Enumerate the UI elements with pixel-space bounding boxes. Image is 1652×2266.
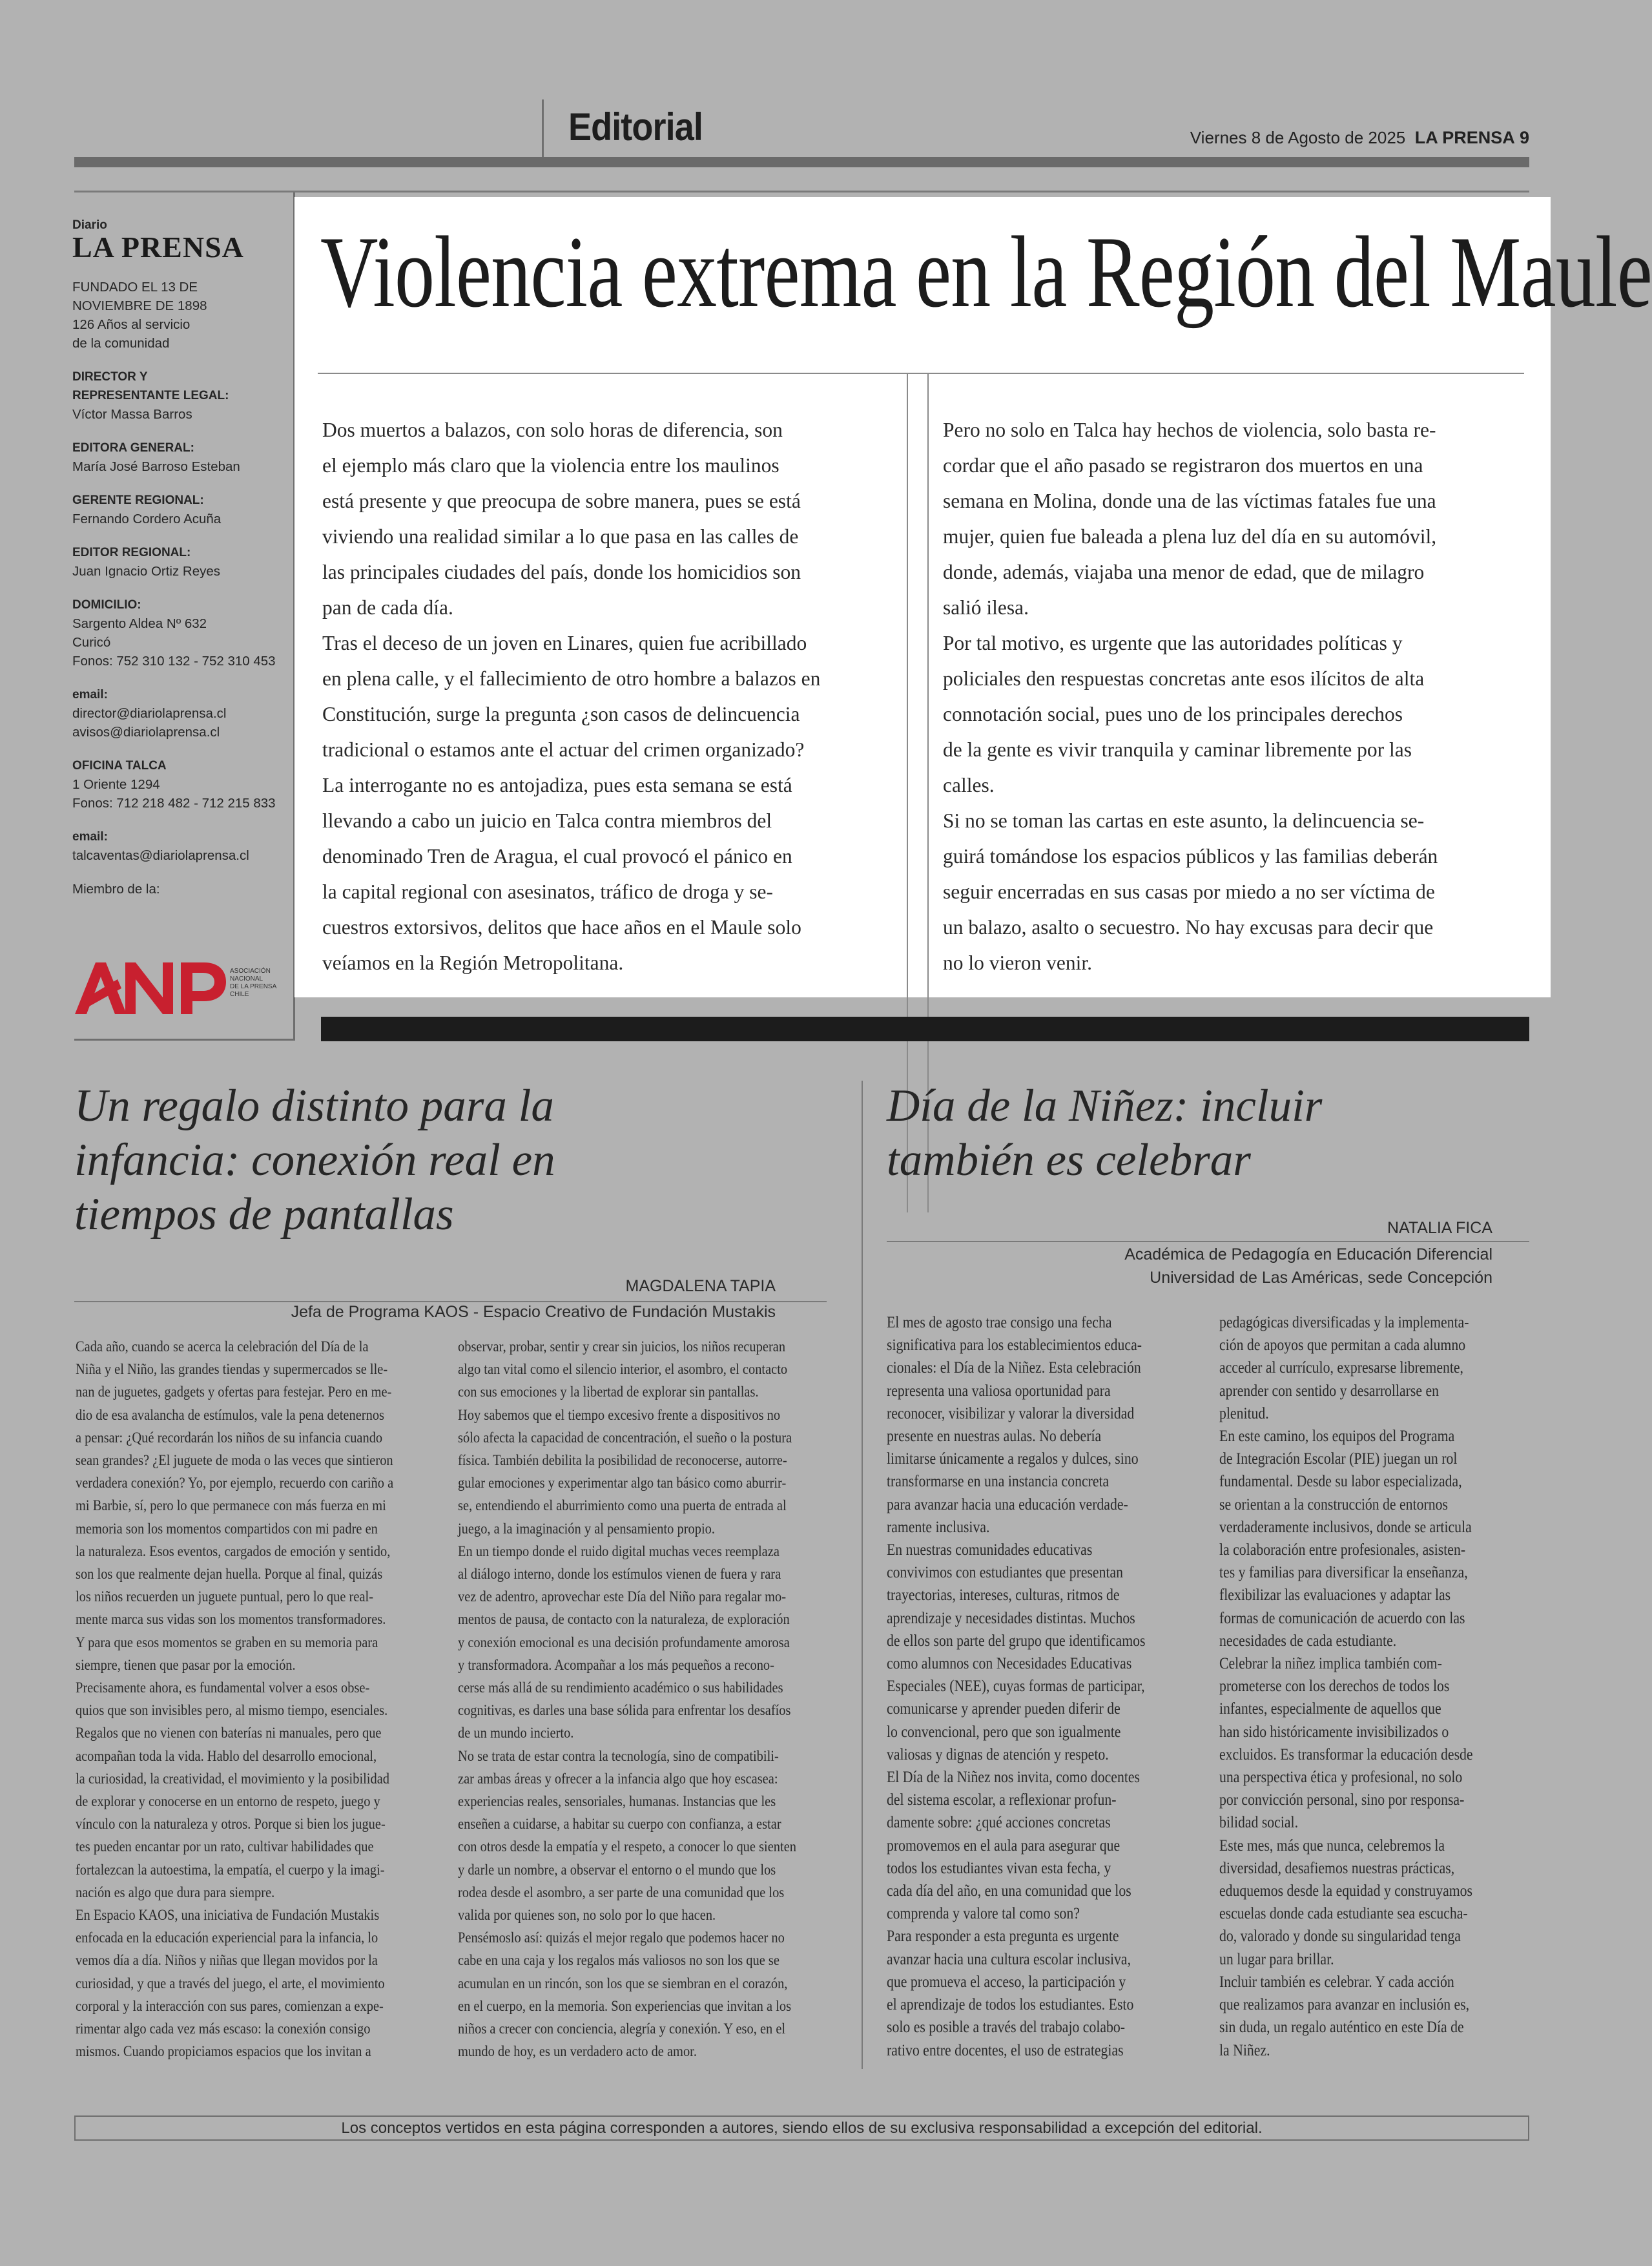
text-line: no lo vieron venir. — [943, 951, 1092, 974]
text-line: acompañan toda la vida. Hablo del desarrollo emocional, — [76, 1747, 377, 1765]
text-line: cognitivas, es darles una base sólida para enfrentar los desafíos — [458, 1702, 791, 1720]
text-line: fundamental. Desde su labor especializada, — [1219, 1473, 1462, 1491]
text-line: al diálogo interno, donde los estímulos vienen de fuera y rara — [458, 1566, 781, 1583]
text-line: plenitud. — [1219, 1404, 1269, 1422]
text-line: cerse más allá de su rendimiento académico o sus habilidades — [458, 1679, 783, 1697]
text-line: mujer, quien fue baleada a plena luz del día en su automóvil, — [943, 525, 1437, 548]
text-line: diversidad, desafiemos nuestras prácticas, — [1219, 1859, 1455, 1877]
editorial-column-left — [322, 412, 820, 981]
thin-rule — [74, 191, 1529, 192]
text-line: formas de comunicación de acuerdo con las — [1219, 1609, 1465, 1627]
text-line: corporal y la interacción con sus pares, comienzan a expe- — [76, 1997, 384, 2015]
text-line: trayectorias, intereses, culturas, ritmos de — [887, 1586, 1120, 1605]
anp-logo-text: ASOCIACIÓN — [230, 968, 271, 975]
text-line: también es celebrar — [887, 1135, 1251, 1185]
talca-line: 1 Oriente 1294 — [72, 777, 160, 792]
text-line: todos los estudiantes vivan esta fecha, y — [887, 1859, 1111, 1877]
section-title: Editorial — [568, 105, 703, 149]
text-line: llevando a cabo un juicio en Talca contra miembros del — [322, 809, 772, 832]
text-line: representa una valiosa oportunidad para — [887, 1382, 1111, 1400]
text-line: do, valorado y donde su singularidad tenga — [1219, 1928, 1461, 1946]
text-line: No se trata de estar contra la tecnología, sino de compatibili- — [458, 1747, 779, 1765]
text-line: que promueva el acceso, la participación y — [887, 1973, 1126, 1991]
text-line: Pero no solo en Talca hay hechos de violencia, solo basta re- — [943, 419, 1436, 441]
domicilio-line: Curicó — [72, 635, 111, 650]
text-line: Precisamente ahora, es fundamental volver a esos obse- — [76, 1679, 370, 1697]
text-line: pedagógicas diversificadas y la implementa- — [1219, 1314, 1469, 1331]
text-line: En Espacio KAOS, una iniciativa de Fundación Mustakis — [76, 1907, 380, 1924]
text-line: dio de esa avalancha de estímulos, vale la pena detenernos — [76, 1406, 384, 1424]
text-line: limitarse únicamente a regalos y dulces, sino — [887, 1450, 1139, 1468]
editorial-column-rule — [927, 997, 929, 1017]
text-line: la curiosidad, la creatividad, el movimiento y la posibilidad — [76, 1770, 390, 1787]
text-line: los niños recuerden un juguete puntual, pero lo que real- — [76, 1588, 374, 1606]
gerente-name: Fernando Cordero Acuña — [72, 512, 222, 526]
text-line: la capital regional con asesinatos, tráfico de droga y se- — [322, 880, 773, 903]
date-line — [1190, 128, 1529, 148]
text-line: en el cuerpo, en la memoria. Son experiencias que invitan a los — [458, 1997, 792, 2015]
text-line: reconocer, visibilizar y valorar la diversidad — [887, 1404, 1135, 1422]
editora-name: María José Barroso Esteban — [72, 459, 240, 474]
text-line: Día de la Niñez: incluir — [887, 1081, 1323, 1131]
text-line: Constitución, surge la pregunta ¿son casos de delincuencia — [322, 703, 800, 725]
text-line: el ejemplo más claro que la violencia entre los maulinos — [322, 454, 780, 477]
editorial-article — [294, 197, 1652, 997]
text-line: seguir encerradas en sus casas por miedo a no ser víctima de — [943, 880, 1435, 903]
text-line: de un mundo incierto. — [458, 1725, 574, 1742]
op1-author: MAGDALENA TAPIA — [625, 1277, 776, 1295]
masthead — [72, 218, 291, 899]
text-line: se, entendiendo el aburrimiento como una puerta de entrada al — [458, 1497, 787, 1515]
member-label: Miembro de la: — [72, 882, 160, 897]
op1-title — [74, 1079, 555, 1242]
text-line: física. También debilita la posibilidad de reconocerse, autorre- — [458, 1452, 787, 1470]
text-line: calles. — [943, 774, 995, 796]
director-name: Víctor Massa Barros — [72, 407, 192, 422]
op2-column-a — [887, 1311, 1145, 2062]
text-line: algo tan vital como el silencio interior, el asombro, el contacto — [458, 1361, 788, 1378]
text-line: promovemos en el aula para asegurar que — [887, 1836, 1120, 1855]
text-line: aprender con sentido y desarrollarse en — [1219, 1382, 1440, 1400]
text-line: presente en nuestras aulas. No debería — [887, 1428, 1102, 1446]
text-line: cuestros extorsivos, delitos que hace años en el Maule solo — [322, 916, 801, 939]
masthead-editora — [72, 439, 291, 476]
text-line: tes pueden encantar por un rato, cultivar habilidades que — [76, 1838, 374, 1856]
masthead-brand: LA PRENSA — [72, 231, 244, 264]
text-line: mi Barbie, sí, pero lo que permanece con más fuerza en mi — [76, 1497, 386, 1515]
op2-role — [1124, 1243, 1492, 1289]
text-line: una perspectiva ética y profesional, no solo — [1219, 1769, 1463, 1787]
text-line: acceder al currículo, expresarse libremente, — [1219, 1359, 1464, 1377]
text-line: enfocada en la educación experiencial para la infancia, lo — [76, 1929, 378, 1947]
footer-disclaimer: Los conceptos vertidos en esta página corresponden a autores, siendo ellos de su exclusiva responsabilidad a excepción del editorial. — [74, 2115, 1529, 2141]
text-line: nan de juguetes, gadgets y ofertas para festejar. Pero en me- — [76, 1384, 392, 1401]
text-line: avanzar hacia una cultura escolar inclusiva, — [887, 1950, 1131, 1968]
text-line: guirá tomándose los espacios públicos y las familias deberán — [943, 845, 1438, 868]
text-line: a pensar: ¿Qué recordarán los niños de su infancia cuando — [76, 1429, 383, 1446]
email-link[interactable]: director@diariolaprensa.cl — [72, 706, 227, 721]
text-line: cada día del año, en una comunidad que los — [887, 1882, 1131, 1900]
text-line: sólo afecta la capacidad de concentración, el sueño o la postura — [458, 1429, 792, 1446]
text-line: de la gente es vivir tranquila y caminar libremente por las — [943, 738, 1412, 761]
text-line: ramente inclusiva. — [887, 1518, 990, 1536]
masthead-email2 — [72, 827, 291, 865]
anp-logo-text: NACIONAL — [230, 975, 263, 982]
text-line: tiempos de pantallas — [74, 1189, 454, 1240]
text-line: sean grandes? ¿El juguete de moda o las veces que sintieron — [76, 1452, 393, 1470]
text-line: Regalos que no vienen con baterías ni manuales, pero que — [76, 1725, 382, 1742]
text-line: veíamos en la Región Metropolitana. — [322, 951, 624, 974]
text-line: gular emociones y experimentar algo tan básico como aburrir- — [458, 1475, 787, 1492]
anp-logo-text: DE LA PRENSA — [230, 983, 277, 990]
text-line: bilidad social. — [1219, 1814, 1299, 1832]
text-line: Académica de Pedagogía en Educación Diferencial — [1124, 1245, 1492, 1263]
text-line: En nuestras comunidades educativas — [887, 1541, 1093, 1559]
text-line: El Día de la Niñez nos invita, como docentes — [887, 1769, 1140, 1787]
masthead-founded — [72, 278, 291, 353]
text-line: la Niñez. — [1219, 2041, 1270, 2059]
text-line: de Integración Escolar (PIE) juegan un rol — [1219, 1450, 1458, 1468]
editorial-title-rule — [318, 373, 1524, 374]
text-line: el aprendizaje de todos los estudiantes. Esto — [887, 1996, 1134, 2014]
domicilio-label: DOMICILIO: — [72, 598, 141, 612]
text-line: Tras el deceso de un joven en Linares, quien fue acribillado — [322, 632, 807, 654]
text-line: flexibilizar las evaluaciones y adaptar las — [1219, 1586, 1451, 1605]
text-line: la colaboración entre profesionales, asisten- — [1219, 1541, 1466, 1559]
op2-column-b — [1219, 1311, 1473, 2062]
text-line: infantes, especialmente de aquellos que — [1219, 1700, 1441, 1718]
founded-line: de la comunidad — [72, 336, 170, 351]
text-line: acumulan en un rincón, son los que se siembran en el corazón, — [458, 1975, 788, 1992]
email-link[interactable]: talcaventas@diariolaprensa.cl — [72, 848, 249, 863]
text-line: las principales ciudades del país, donde los homicidios son — [322, 561, 801, 583]
text-line: En un tiempo donde el ruido digital muchas veces reemplaza — [458, 1543, 780, 1560]
text-line: Cada año, cuando se acerca la celebración del Día de la — [76, 1338, 369, 1355]
text-line: Este mes, más que nunca, celebremos la — [1219, 1836, 1445, 1855]
text-line: policiales den respuestas concretas ante esos ilícitos de alta — [943, 667, 1425, 690]
text-line: por convicción personal, sino por responsa- — [1219, 1791, 1465, 1809]
editorial-title: Violencia extrema en la Región del Maule — [320, 216, 1652, 329]
text-line: fortalezcan la autoestima, la empatía, el cuerpo y la imagi- — [76, 1861, 385, 1878]
anp-logo-text: CHILE — [230, 991, 249, 998]
sidebar-bottom-rule — [74, 1039, 295, 1041]
text-line: Niña y el Niño, las grandes tiendas y supermercados se lle- — [76, 1361, 388, 1378]
text-line: excluidos. Es transformar la educación desde — [1219, 1745, 1473, 1763]
text-line: se orientan a la construcción de entornos — [1219, 1495, 1448, 1513]
op1-role: Jefa de Programa KAOS - Espacio Creativo de Fundación Mustakis — [291, 1303, 776, 1321]
text-line: pan de cada día. — [322, 596, 453, 619]
masthead-editor — [72, 543, 291, 581]
talca-line: Fonos: 712 218 482 - 712 215 833 — [72, 796, 276, 811]
editor-name: Juan Ignacio Ortiz Reyes — [72, 564, 221, 579]
text-line: Universidad de Las Américas, sede Concepción — [1150, 1269, 1492, 1287]
text-line: del sistema escolar, a reflexionar profun- — [887, 1791, 1117, 1809]
text-line: lo convencional, pero que son igualmente — [887, 1723, 1121, 1741]
text-line: verdadera conexión? Yo, por ejemplo, recuerdo con cariño a — [76, 1475, 394, 1492]
text-line: en plena calle, y el fallecimiento de otro hombre a balazos en — [322, 667, 821, 690]
text-line: cabe en una caja y los regalos más valiosos no son los que se — [458, 1952, 780, 1970]
page-number: 9 — [1519, 128, 1529, 147]
text-line: experiencias reales, sensoriales, humanas. Instancias que les — [458, 1793, 776, 1811]
text-line: eduquemos desde la equidad y construyamos — [1219, 1882, 1473, 1900]
domicilio-line: Sargento Aldea Nº 632 — [72, 616, 207, 631]
text-line: viviendo una realidad similar a lo que pasa en las calles de — [322, 525, 799, 548]
text-line: Incluir también es celebrar. Y cada acción — [1219, 1973, 1454, 1991]
email2-label: email: — [72, 830, 108, 844]
text-line: que realizamos para avanzar en inclusión es, — [1219, 1996, 1470, 2014]
text-line: Para responder a esta pregunta es urgente — [887, 1928, 1119, 1946]
op2-byline-rule — [887, 1241, 1529, 1242]
text-line: y transformadora. Acompañar a los más pequeños a recono- — [458, 1656, 774, 1674]
masthead-director — [72, 368, 291, 424]
text-line: un lugar para brillar. — [1219, 1950, 1334, 1968]
text-line: con otros desde la empatía y el respeto, a conocer lo que sienten — [458, 1838, 796, 1856]
editor-label: EDITOR REGIONAL: — [72, 546, 191, 559]
text-line: valiosas y dignas de atención y respeto. — [887, 1745, 1109, 1763]
text-line: solo es posible a través del trabajo colabo- — [887, 2019, 1126, 2037]
issue-date: Viernes 8 de Agosto de 2025 — [1190, 128, 1406, 147]
paper-name: LA PRENSA — [1414, 128, 1515, 147]
text-line: un balazo, asalto o secuestro. No hay excusas para decir que — [943, 916, 1434, 939]
text-line: El mes de agosto trae consigo una fecha — [887, 1314, 1112, 1331]
op2-title — [887, 1079, 1322, 1187]
text-line: comunicarse y aprender pueden diferir de — [887, 1700, 1120, 1718]
text-line: significativa para los establecimientos educa- — [887, 1336, 1142, 1355]
text-line: semana en Molina, donde una de las víctimas fatales fue una — [943, 490, 1436, 512]
email-link[interactable]: avisos@diariolaprensa.cl — [72, 725, 220, 740]
text-line: Pensémoslo así: quizás el mejor regalo que podemos hacer no — [458, 1929, 785, 1947]
text-line: está presente y que preocupa de sobre manera, pues se está — [322, 490, 801, 512]
text-line: denominado Tren de Aragua, el cual provocó el pánico en — [322, 845, 792, 868]
text-line: memoria son los momentos compartidos con mi padre en — [76, 1520, 378, 1537]
text-line: necesidades de cada estudiante. — [1219, 1632, 1397, 1650]
text-line: Dos muertos a balazos, con solo horas de diferencia, son — [322, 419, 783, 441]
text-line: cionales: el Día de la Niñez. Esta celebración — [887, 1359, 1141, 1377]
anp-logo — [72, 957, 277, 1019]
text-line: valida por quienes son, no solo por lo que hacen. — [458, 1907, 716, 1924]
text-line: transformarse en una instancia concreta — [887, 1473, 1110, 1491]
text-line: mundo de hoy, es un verdadero acto de amor. — [458, 2043, 697, 2061]
text-line: observar, probar, sentir y crear sin juicios, los niños recuperan — [458, 1338, 786, 1355]
text-line: aprendizaje y necesidades distintas. Muchos — [887, 1609, 1135, 1627]
text-line: infancia: conexión real en — [74, 1135, 555, 1185]
text-line: mente marca sus vidas son los momentos transformadores. — [76, 1611, 386, 1628]
masthead-diario: Diario — [72, 218, 107, 232]
text-line: salió ilesa. — [943, 596, 1029, 619]
email-label: email: — [72, 688, 108, 702]
founded-line: FUNDADO EL 13 DE — [72, 280, 198, 295]
text-line: Especiales (NEE), cuyas formas de participar, — [887, 1678, 1145, 1696]
text-line: escuelas donde cada estudiante sea escucha- — [1219, 1905, 1468, 1923]
text-line: damente sobre: ¿qué acciones concretas — [887, 1814, 1111, 1832]
op2-author: NATALIA FICA — [1387, 1219, 1492, 1237]
text-line: connotación social, pues uno de los principales derechos — [943, 703, 1403, 725]
text-line: convivimos con estudiantes que presentan — [887, 1564, 1124, 1582]
op1-byline-rule — [74, 1301, 827, 1302]
text-line: siempre, tienen que pasar por la emoción. — [76, 1656, 296, 1674]
text-line: sin duda, un regalo auténtico en este Día de — [1219, 2019, 1464, 2037]
text-line: y conexión emocional es una decisión profundamente amorosa — [458, 1634, 790, 1651]
text-line: rimentar algo cada vez más escaso: la conexión consigo — [76, 2021, 371, 2038]
masthead-gerente — [72, 491, 291, 528]
text-line: para avanzar hacia una educación verdade- — [887, 1495, 1128, 1513]
text-line: son los que realmente dejan huella. Porque al final, quizás — [76, 1566, 383, 1583]
text-line: mentos de pausa, de contacto con la naturaleza, de exploración — [458, 1611, 790, 1628]
text-line: verdaderamente inclusivos, donde se articula — [1219, 1518, 1472, 1536]
text-line: vez de adentro, aprovechar este Día del Niño para regalar mo- — [458, 1588, 787, 1606]
text-line: nación es algo que dura para siempre. — [76, 1884, 275, 1901]
masthead-talca — [72, 756, 291, 813]
text-line: han sido históricamente invisibilizados o — [1219, 1723, 1449, 1741]
center-column-rule — [862, 1081, 863, 2069]
editora-label: EDITORA GENERAL: — [72, 441, 194, 455]
text-line: juego, a la imaginación y al pensamiento propio. — [458, 1520, 716, 1537]
director-label: REPRESENTANTE LEGAL: — [72, 389, 229, 402]
text-line: vemos día a día. Niños y niñas que llegan movidos por la — [76, 1952, 378, 1970]
domicilio-line: Fonos: 752 310 132 - 752 310 453 — [72, 654, 276, 669]
text-line: zar ambas áreas y ofrecer a la infancia algo que hoy escasea: — [458, 1770, 778, 1787]
talca-label: OFICINA TALCA — [72, 759, 167, 773]
text-line: de explorar y conocerse en un entorno de respeto, juego y — [76, 1793, 380, 1811]
text-line: En este camino, los equipos del Programa — [1219, 1428, 1455, 1446]
text-line: Y para que esos momentos se graben en su memoria para — [76, 1634, 378, 1651]
text-line: niños a crecer con conciencia, alegría y conexión. Y eso, en el — [458, 2021, 786, 2038]
text-line: tes y familias para diversificar la enseñanza, — [1219, 1564, 1468, 1582]
text-line: mismos. Cuando propiciamos espacios que los invitan a — [76, 2043, 371, 2061]
masthead-email — [72, 685, 291, 742]
text-line: Celebrar la niñez implica también com- — [1219, 1655, 1442, 1673]
text-line: Hoy sabemos que el tiempo excesivo frente a dispositivos no — [458, 1406, 781, 1424]
text-line: donde, además, viajaba una menor de edad, que de milagro — [943, 561, 1425, 583]
founded-line: NOVIEMBRE DE 1898 — [72, 298, 207, 313]
op1-column-b — [458, 1336, 796, 2064]
text-line: tradicional o estamos ante el actuar del crimen organizado? — [322, 738, 805, 761]
separator-bar — [321, 1017, 1529, 1041]
text-line: cordar que el año pasado se registraron dos muertos en una — [943, 454, 1423, 477]
text-line: rodea desde el asombro, a ser parte de una comunidad que los — [458, 1884, 785, 1901]
text-line: quios que son invisibles pero, al mismo tiempo, esenciales. — [76, 1702, 388, 1720]
gerente-label: GERENTE REGIONAL: — [72, 494, 204, 507]
editorial-column-rule — [907, 997, 908, 1017]
founded-line: 126 Años al servicio — [72, 317, 191, 332]
text-line: ción de apoyos que permitan a cada alumno — [1219, 1336, 1466, 1355]
text-line: prometerse con los derechos de todos los — [1219, 1678, 1450, 1696]
text-line: rativo entre docentes, el uso de estrategias — [887, 2041, 1124, 2059]
header-divider — [542, 99, 544, 158]
text-line: curiosidad, y que a través del juego, el arte, el movimiento — [76, 1975, 385, 1992]
text-line: Un regalo distinto para la — [74, 1081, 554, 1131]
editorial-column-right — [943, 412, 1438, 981]
text-line: enseñen a cuidarse, a habitar su cuerpo con confianza, a estar — [458, 1816, 781, 1833]
top-rule — [74, 157, 1529, 167]
text-line: la naturaleza. Esos eventos, cargados de emoción y sentido, — [76, 1543, 391, 1560]
text-line: vínculo con la naturaleza y otros. Porque si bien los jugue- — [76, 1816, 386, 1833]
director-label: DIRECTOR Y — [72, 370, 148, 384]
text-line: con sus emociones y la libertad de explorar sin pantallas. — [458, 1384, 759, 1401]
masthead-domicilio — [72, 596, 291, 670]
text-line: de ellos son parte del grupo que identificamos — [887, 1632, 1146, 1650]
text-line: Por tal motivo, es urgente que las autoridades políticas y — [943, 632, 1403, 654]
op1-column-a — [76, 1336, 393, 2064]
text-line: Si no se toman las cartas en este asunto, la delincuencia se- — [943, 809, 1425, 832]
text-line: La interrogante no es antojadiza, pues esta semana se está — [322, 774, 792, 796]
text-line: como alumnos con Necesidades Educativas — [887, 1655, 1132, 1673]
text-line: y darle un nombre, a observar el entorno o el mundo que los — [458, 1861, 776, 1878]
text-line: comprenda y valore tal como son? — [887, 1905, 1080, 1923]
